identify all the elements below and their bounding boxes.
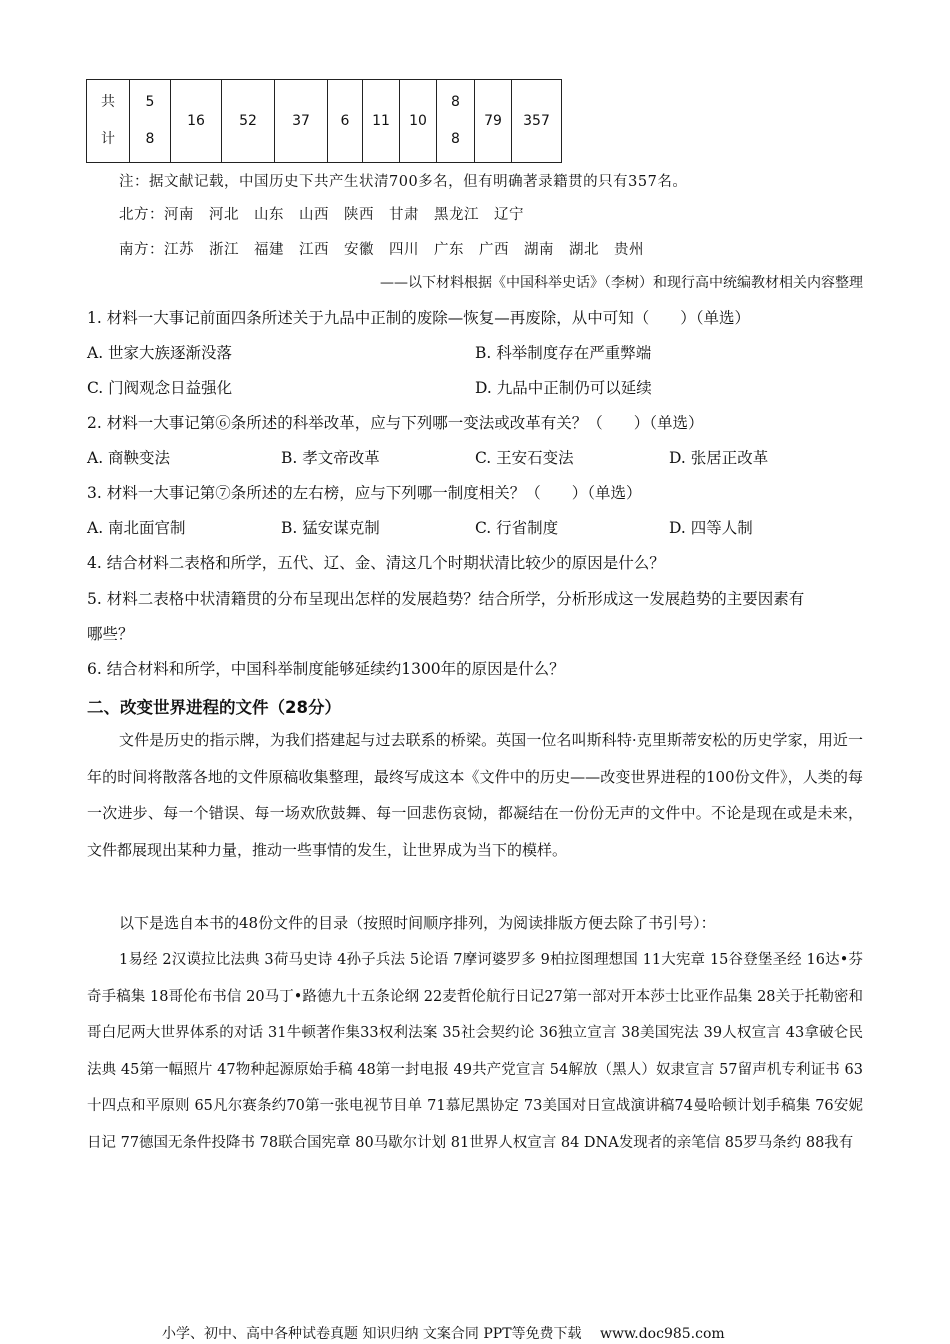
- question-4: 4. 结合材料二表格和所学，五代、辽、金、清这几个时期状清比较少的原因是什么？: [87, 554, 665, 572]
- section-paragraph: 文件是历史的指示牌，为我们搭建起与过去联系的桥梁。英国一位名叫斯科特·克里斯蒂安松的历史学家，用近一年的时间将散落各地的文件原稿收集整理，最终写成这本《文件中的历史——改变世界进程的100份文件》，人类的每一次进步、每一个错误、每一场欢欣鼓舞、每一回悲伤哀恸，都凝结在一份份无声的文件中。不论是现在或是未来，文件都展现出某种力量，推动一些事情的发生，让世界成为当下的模样。: [87, 731, 863, 859]
- table-cell: 37: [275, 80, 328, 163]
- north-provinces: 北方：河南 河北 山东 山西 陕西 甘肃 黑龙江 辽宁: [119, 207, 524, 223]
- document-list: 1易经 2汉谟拉比法典 3荷马史诗 4孙子兵法 5论语 7摩诃婆罗多 9柏拉图理想国 11大宪章 15谷登堡圣经 16达•芬奇手稿集 18哥伦布书信 20马丁•路德九十五条论纲 22麦哲伦航行日记27第一部对开本莎士比亚作品集 28关于托勒密和哥白尼两大世界体系的对话 31牛顿著作集33权利法案 35社会契约论 36独立宣言 38美国宪法 39人权宣言 43拿破仑民法典 45第一幅照片 47物种起源原始手稿 48第一封电报 49共产党宣言 54解放（黑人）奴隶宣言 57留声机专利证书 63十四点和平原则 65凡尔赛条约70第一张电视节目单 71慕尼黑协定 73美国对日宣战演讲稿74曼哈顿计划手稿集 76安妮日记 77德国无条件投降书 78联合国宪章 80马歇尔计划 81世界人权宣言 84 DNA发现者的亲笔信 85罗马条约 88我有: [87, 952, 863, 1151]
- question-6: 6. 结合材料和所学，中国科举制度能够延续约1300年的原因是什么？: [87, 660, 565, 678]
- section-heading: 二、改变世界进程的文件（28分）: [87, 698, 341, 717]
- table-cell: 52: [222, 80, 275, 163]
- question-1: 1. 材料一大事记前面四条所述关于九品中正制的废除—恢复—再废除，从中可知（ ）（单选）: [87, 309, 750, 327]
- q2-option-a: A. 商鞅变法: [87, 449, 171, 467]
- statistics-table: [86, 79, 562, 163]
- q2-option-c: C. 王安石变法: [475, 449, 574, 467]
- table-cell: 8 8: [437, 80, 475, 163]
- list-intro: 以下是选自本书的48份文件的目录（按照时间顺序排列，为阅读排版方便去除了书引号）：: [119, 914, 716, 932]
- q2-option-b: B. 孝文帝改革: [281, 449, 380, 467]
- table-row: [87, 80, 562, 163]
- material-source: ——以下材料根据《中国科举史话》（李树）和现行高中统编教材相关内容整理: [380, 275, 863, 291]
- q3-option-a: A. 南北面官制: [87, 519, 186, 537]
- table-cell: 11: [363, 80, 400, 163]
- q1-option-b: B. 科举制度存在严重弊端: [475, 344, 652, 362]
- q1-option-d: D. 九品中正制仍可以延续: [475, 379, 652, 397]
- q1-option-a: A. 世家大族逐渐没落: [87, 344, 233, 362]
- table-cell: 16: [171, 80, 222, 163]
- q3-option-c: C. 行省制度: [475, 519, 559, 537]
- table-cell: 10: [400, 80, 437, 163]
- table-cell: 79: [475, 80, 512, 163]
- question-3: 3. 材料一大事记第⑦条所述的左右榜，应与下列哪一制度相关？（ ）（单选）: [87, 484, 642, 502]
- q2-option-d: D. 张居正改革: [669, 449, 769, 467]
- question-5-continued: 哪些？: [87, 625, 134, 643]
- q1-option-c: C. 门阀观念日益强化: [87, 379, 233, 397]
- south-provinces: 南方：江苏 浙江 福建 江西 安徽 四川 广东 广西 湖南 湖北 贵州: [119, 242, 644, 258]
- table-row-label: 共 计: [87, 80, 130, 163]
- question-2: 2. 材料一大事记第⑥条所述的科举改革，应与下列哪一变法或改革有关？（ ）（单选）: [87, 414, 704, 432]
- q3-option-d: D. 四等人制: [669, 519, 753, 537]
- table-note: 注：据文献记载，中国历史下共产生状清700多名，但有明确著录籍贯的只有357名。: [119, 174, 688, 190]
- table-cell: 5 8: [130, 80, 171, 163]
- question-5: 5. 材料二表格中状清籍贯的分布呈现出怎样的发展趋势？结合所学，分析形成这一发展趋势的主要因素有: [87, 590, 805, 608]
- table-cell: 6: [328, 80, 363, 163]
- q3-option-b: B. 猛安谋克制: [281, 519, 380, 537]
- table-cell: 357: [512, 80, 562, 163]
- page-footer: 小学、初中、高中各种试卷真题 知识归纳 文案合同 PPT等免费下载 www.doc985.com: [162, 1326, 725, 1342]
